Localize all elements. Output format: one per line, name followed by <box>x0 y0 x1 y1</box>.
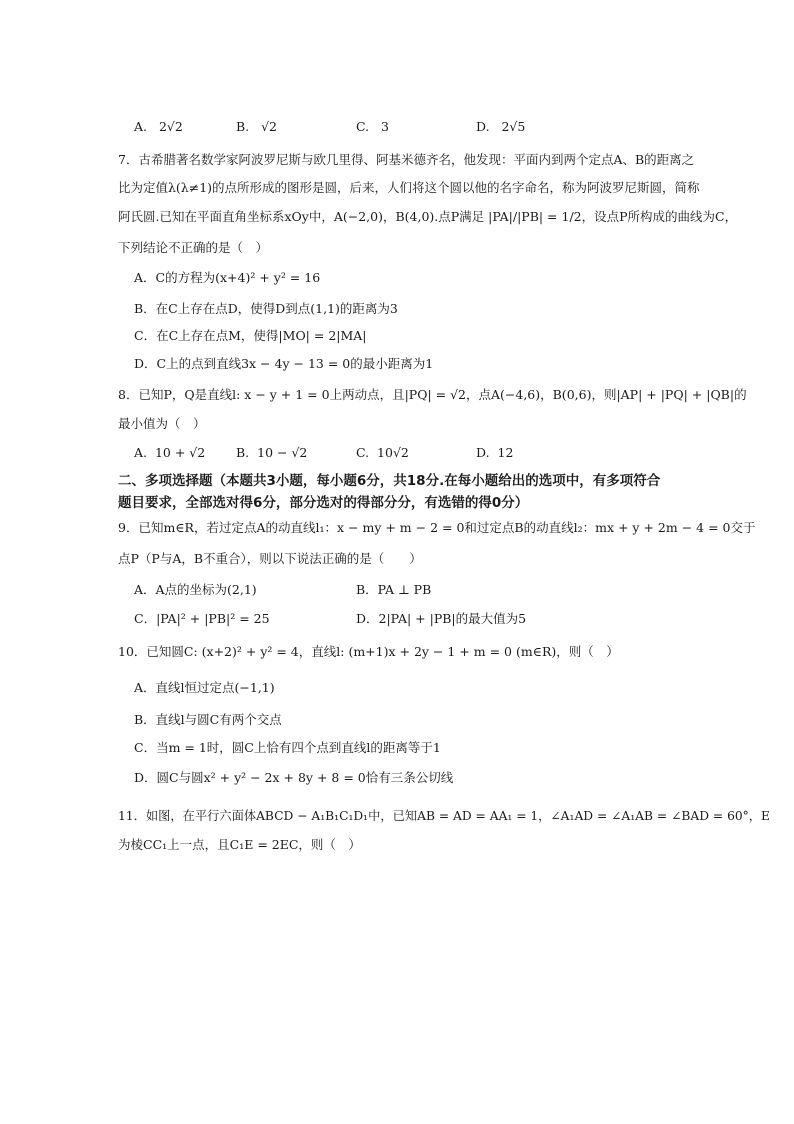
question-7-option-c: C．在C上存在点M，使得|MO| = 2|MA| <box>134 328 367 343</box>
question-9-line-1: 9．已知m∈R，若过定点A的动直线l₁：x − my + m − 2 = 0和过定点B的动直线l₂：mx + y + 2m − 4 = 0交于 <box>118 520 756 535</box>
question-9-option-b: B．PA ⊥ PB <box>356 582 432 597</box>
question-7-line-2: 比为定值λ(λ≠1)的点所形成的图形是圆，后来，人们将这个圆以他的名字命名，称为阿波罗尼斯圆，简称 <box>118 180 700 195</box>
question-8-option-c: C. 10√2 <box>356 445 409 460</box>
question-10-option-a: A．直线l恒过定点(−1,1) <box>134 680 275 695</box>
option-a: A. 2√2 <box>134 119 183 134</box>
question-8-line-2: 最小值为（ ） <box>118 416 206 431</box>
question-7-line-1: 7．古希腊著名数学家阿波罗尼斯与欧几里得、阿基米德齐名，他发现：平面内到两个定点A、B的距离之 <box>118 152 695 167</box>
question-8-option-a: A. 10 + √2 <box>134 445 206 460</box>
question-8-line-1: 8．已知P，Q是直线l: x − y + 1 = 0上两动点，且|PQ| = √2，点A(−4,6)，B(0,6)，则|AP| + |PQ| + |QB|的 <box>118 387 747 402</box>
question-11-line-1: 11．如图，在平行六面体ABCD − A₁B₁C₁D₁中，已知AB = AD = AA₁ = 1，∠A₁AD = ∠A₁AB = ∠BAD = 60°，E <box>118 809 770 823</box>
question-11-line-2: 为棱CC₁上一点，且C₁E = 2EC，则（ ） <box>118 837 361 852</box>
question-9-line-2: 点P（P与A，B不重合），则以下说法正确的是（ ） <box>118 551 422 566</box>
question-8-option-b: B. 10 − √2 <box>236 445 308 460</box>
option-c: C. 3 <box>356 119 389 134</box>
question-7-line-4: 下列结论不正确的是（ ） <box>118 240 269 255</box>
question-9-option-c: C．|PA|² + |PB|² = 25 <box>134 611 270 626</box>
question-9-option-a: A．A点的坐标为(2,1) <box>134 582 257 597</box>
question-7-line-3: 阿氏圆.已知在平面直角坐标系xOy中，A(−2,0)，B(4,0).点P满足 |PA|/|PB| = 1/2，设点P所构成的曲线为C， <box>118 209 738 224</box>
question-10-option-c: C．当m = 1时，圆C上恰有四个点到直线l的距离等于1 <box>134 740 441 755</box>
section-2-heading-line-1: 二、多项选择题（本题共3小题，每小题6分，共18分.在每小题给出的选项中，有多项符合 <box>118 473 661 489</box>
question-10-line-1: 10．已知圆C: (x+2)² + y² = 4，直线l: (m+1)x + 2y − 1 + m = 0 (m∈R)，则（ ） <box>118 644 619 659</box>
question-10-option-b: B．直线l与圆C有两个交点 <box>134 712 282 727</box>
question-8-option-d: D. 12 <box>476 445 514 460</box>
question-7-option-b: B．在C上存在点D，使得D到点(1,1)的距离为3 <box>134 301 398 316</box>
option-d: D. 2√5 <box>476 119 526 134</box>
question-7-option-a: A．C的方程为(x+4)² + y² = 16 <box>134 270 321 285</box>
option-b: B. √2 <box>236 119 278 134</box>
question-10-option-d: D．圆C与圆x² + y² − 2x + 8y + 8 = 0恰有三条公切线 <box>134 770 454 785</box>
section-2-heading-line-2: 题目要求，全部选对得6分，部分选对的得部分分，有选错的得0分） <box>118 495 529 511</box>
question-7-option-d: D．C上的点到直线3x − 4y − 13 = 0的最小距离为1 <box>134 356 434 371</box>
question-9-option-d: D．2|PA| + |PB|的最大值为5 <box>356 611 527 626</box>
